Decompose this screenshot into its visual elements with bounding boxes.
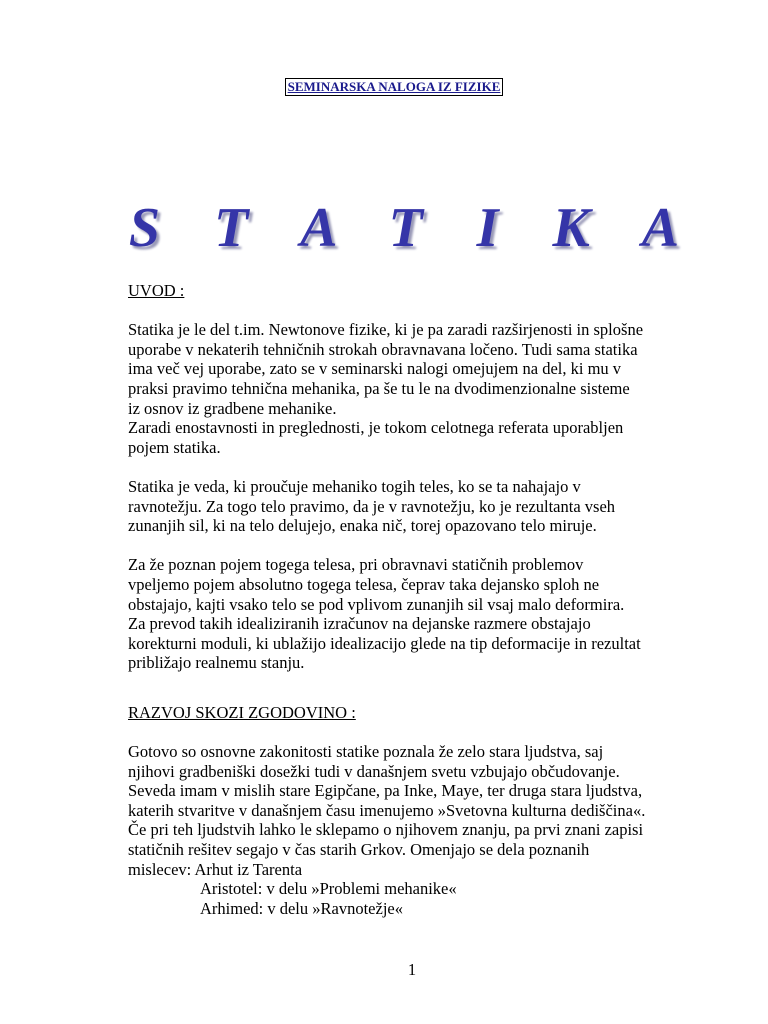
main-title: S T A T I K A	[128, 197, 700, 259]
text-line: Zaradi enostavnosti in preglednosti, je tokom celotnega referata uporabljen	[128, 418, 624, 438]
paragraph-razvoj-1	[128, 742, 708, 918]
section-heading-uvod: UVOD :	[128, 281, 185, 300]
text-line: Statika je le del t.im. Newtonove fizike, ki je pa zaradi razširjenosti in splošne	[128, 320, 644, 340]
text-line: Če pri teh ljudstvih lahko le sklepamo o njihovem znanju, pa prvi znani zapisi	[128, 820, 644, 840]
text-line: ravnotežju. Za togo telo pravimo, da je v ravnotežju, ko je rezultanta vseh	[128, 496, 616, 516]
text-line: mislecev: Arhut iz Tarenta	[128, 859, 303, 879]
text-line: Seveda imam v mislih stare Egipčane, pa Inke, Maye, ter druga stara ljudstva,	[128, 781, 643, 801]
document-header	[0, 78, 768, 96]
document-body	[128, 281, 708, 918]
text-line: korekturni moduli, ki ublažijo idealizacijo glede na tip deformacije in rezultat	[128, 633, 641, 653]
text-line: statičnih rešitev segajo v čas starih Grkov. Omenjajo se dela poznanih	[128, 840, 590, 860]
text-line: Gotovo so osnovne zakonitosti statike poznala že zelo stara ljudstva, saj	[128, 742, 604, 762]
text-line: Za prevod takih idealiziranih izračunov na dejanske razmere obstajajo	[128, 614, 591, 634]
text-line: uporabe v nekaterih tehničnih strokah obravnavana ločeno. Tudi sama statika	[128, 339, 638, 359]
paragraph-uvod-1	[128, 320, 708, 457]
text-line: vpeljemo pojem absolutno togega telesa, čeprav taka dejansko sploh ne	[128, 574, 600, 594]
section-heading-razvoj: RAZVOJ SKOZI ZGODOVINO :	[128, 702, 356, 722]
text-line: pojem statika.	[128, 437, 221, 457]
text-line: obstajajo, kajti vsako telo se pod vplivom zunanjih sil vsaj malo deformira.	[128, 594, 625, 614]
text-line: iz osnov iz gradbene mehanike.	[128, 398, 337, 418]
text-line-indented: Arhimed: v delu »Ravnotežje«	[200, 898, 403, 918]
text-line-indented: Aristotel: v delu »Problemi mehanike«	[200, 879, 457, 899]
text-line: približajo realnemu stanju.	[128, 653, 305, 673]
paragraph-uvod-3	[128, 555, 708, 673]
text-line: Za že poznan pojem togega telesa, pri obravnavi statičnih problemov	[128, 555, 584, 575]
paragraph-uvod-2	[128, 477, 708, 536]
text-line: praksi pravimo tehnična mehanika, pa še tu le na dvodimenzionalne sisteme	[128, 378, 630, 398]
text-line: katerih stvaritve v današnjem času imenujemo »Svetovna kulturna dediščina«.	[128, 800, 646, 820]
text-line: njihovi gradbeniški dosežki tudi v današnjem svetu vzbujajo občudovanje.	[128, 761, 620, 781]
text-line: Statika je veda, ki proučuje mehaniko togih teles, ko se ta nahajajo v	[128, 476, 581, 496]
text-line: ima več vej uporabe, zato se v seminarski nalogi omejujem na del, ki mu v	[128, 359, 622, 379]
header-label: SEMINARSKA NALOGA IZ FIZIKE	[285, 78, 504, 96]
text-line: zunanjih sil, ki na telo delujejo, enaka nič, torej opazovano telo miruje.	[128, 516, 597, 536]
page-number: 1	[407, 960, 417, 979]
